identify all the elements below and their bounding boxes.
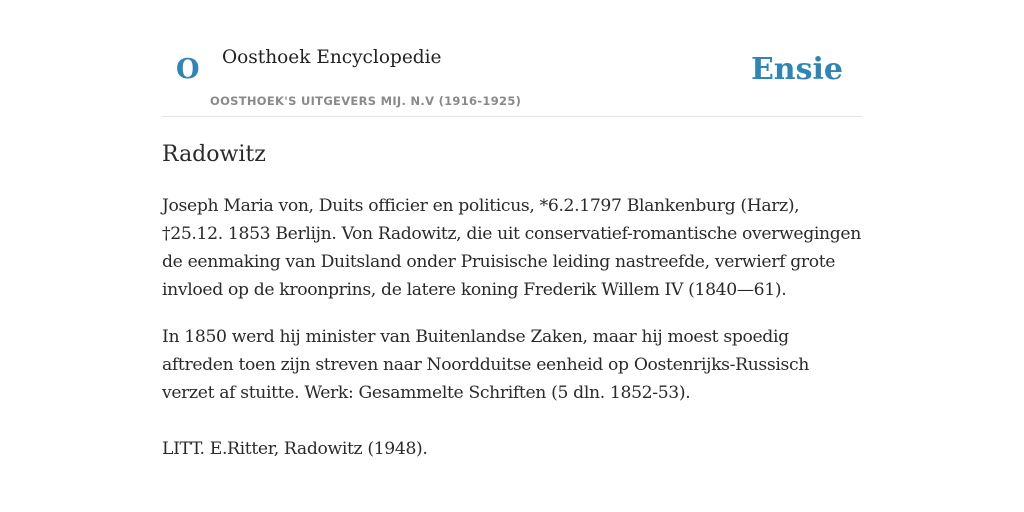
encyclopedia-title[interactable]: Oosthoek Encyclopedie <box>222 47 442 68</box>
site-logo[interactable]: O <box>176 54 200 85</box>
ensie-brand-logo[interactable]: Ensie <box>750 52 843 87</box>
article-paragraph: Joseph Maria von, Duits officier en politicus, *6.2.1797 Blankenburg (Harz), †25.12. 1853 Berlijn. Von Radowitz, die uit conservatief-romantische overwegingen de eenmaking van Duitsland onder Pruisische leiding nastreefde, verwierf grote invloed op de kroonprins, de latere koning Frederik Willem IV (1840—61). <box>162 196 861 300</box>
article-paragraph: In 1850 werd hij minister van Buitenlandse Zaken, maar hij moest spoedig aftreden toen zijn streven naar Noordduitse eenheid op Oostenrijks-Russisch verzet af stuitte. Werk: Gesammelte Schriften (5 dln. 1852-53). <box>162 327 809 403</box>
literature-reference: LITT. E.Ritter, Radowitz (1948). <box>162 439 428 459</box>
article <box>162 140 862 463</box>
article-title: Radowitz <box>162 142 266 167</box>
publisher-subtitle: OOSTHOEK'S UITGEVERS MIJ. N.V (1916-1925) <box>210 94 522 108</box>
site-header <box>162 0 862 117</box>
